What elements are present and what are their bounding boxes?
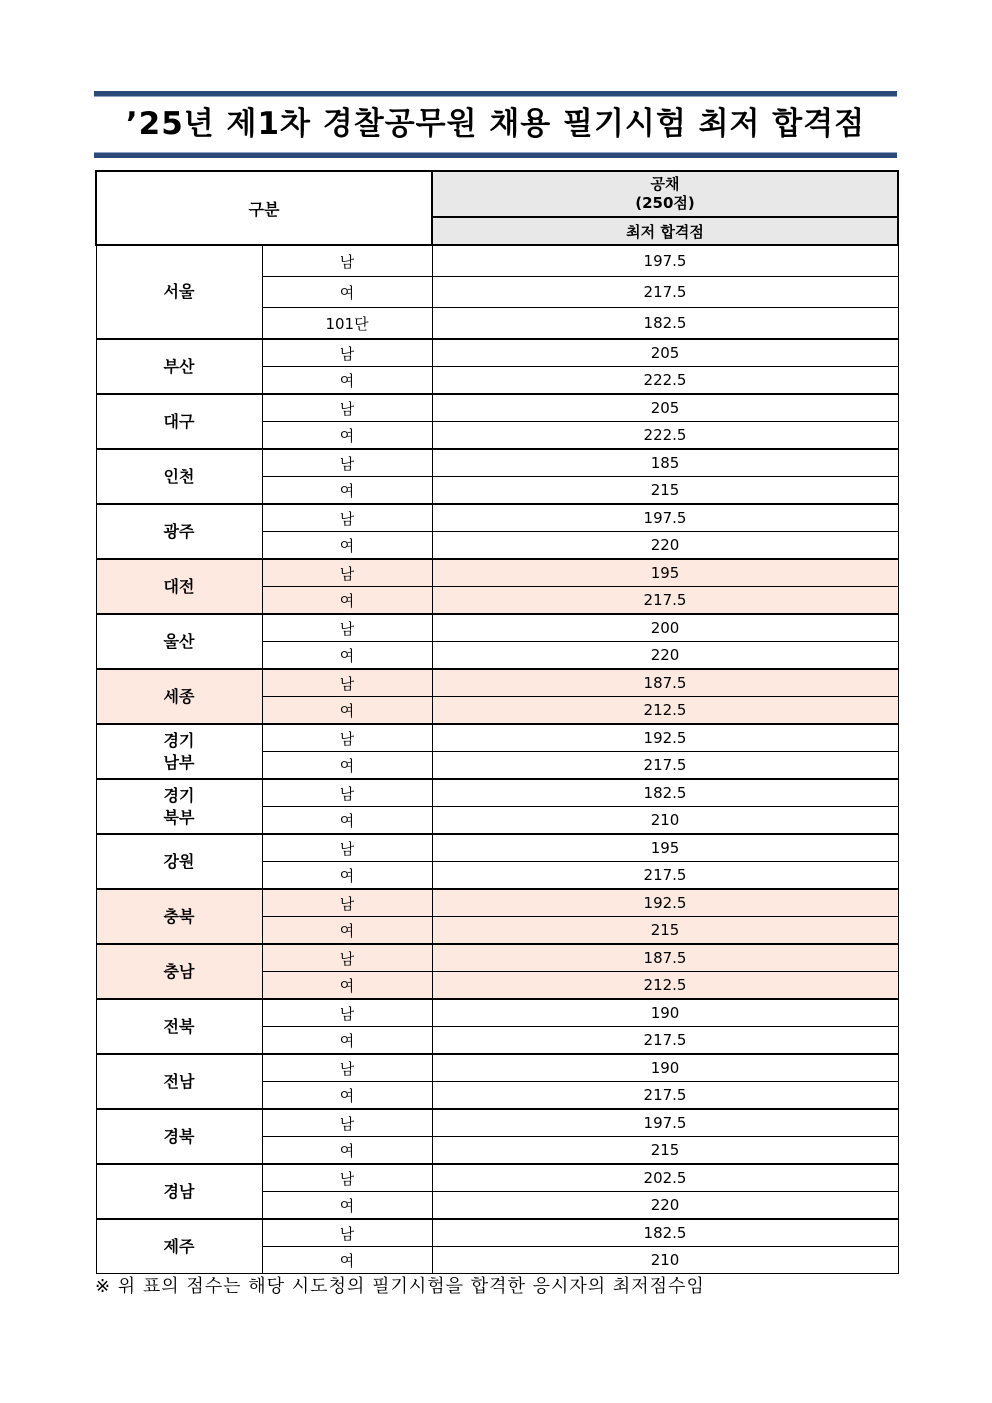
table-row xyxy=(96,614,898,642)
score-cell: 205 xyxy=(432,339,898,367)
group-cell: 여 xyxy=(262,862,432,890)
region-name-line: 북부 xyxy=(163,807,195,827)
header-exam-type-label: 공채 xyxy=(650,175,680,193)
score-cell: 210 xyxy=(432,807,898,835)
score-cell: 217.5 xyxy=(432,587,898,615)
region-name xyxy=(96,834,262,889)
title-block xyxy=(94,91,897,158)
region-name xyxy=(96,449,262,504)
group-cell: 여 xyxy=(262,642,432,670)
score-cell: 220 xyxy=(432,532,898,560)
group-cell: 남 xyxy=(262,834,432,862)
header-total-score: (250점) xyxy=(635,194,695,212)
region-name-line: 대구 xyxy=(163,411,195,431)
group-cell: 여 xyxy=(262,477,432,505)
score-cell: 182.5 xyxy=(432,779,898,807)
table-row xyxy=(96,1164,898,1192)
region-name-line: 강원 xyxy=(163,851,195,871)
score-cell: 187.5 xyxy=(432,669,898,697)
score-cell: 182.5 xyxy=(432,1219,898,1247)
group-cell: 여 xyxy=(262,277,432,308)
region-name xyxy=(96,1219,262,1274)
score-cell: 217.5 xyxy=(432,862,898,890)
page-title: ’25년 제1차 경찰공무원 채용 필기시험 최저 합격점 xyxy=(125,106,866,142)
group-cell: 남 xyxy=(262,1219,432,1247)
score-cell: 187.5 xyxy=(432,944,898,972)
group-cell: 남 xyxy=(262,245,432,277)
group-cell: 여 xyxy=(262,422,432,450)
group-cell: 여 xyxy=(262,1192,432,1220)
table-row xyxy=(96,394,898,422)
group-cell: 여 xyxy=(262,807,432,835)
table-row xyxy=(96,1219,898,1247)
region-name-line: 전북 xyxy=(163,1016,195,1036)
region-name-line: 남부 xyxy=(163,752,195,772)
region-name xyxy=(96,889,262,944)
region-name-line: 세종 xyxy=(163,686,195,706)
score-cell: 202.5 xyxy=(432,1164,898,1192)
group-cell: 101단 xyxy=(262,308,432,340)
score-cell: 220 xyxy=(432,642,898,670)
score-cell: 197.5 xyxy=(432,245,898,277)
score-cell: 220 xyxy=(432,1192,898,1220)
score-table-body xyxy=(96,171,898,1274)
footnote: ※ 위 표의 점수는 해당 시도청의 필기시험을 합격한 응시자의 최저점수임 xyxy=(95,1276,705,1297)
region-name xyxy=(96,614,262,669)
region-name xyxy=(96,245,262,339)
region-name xyxy=(96,394,262,449)
region-name-line: 경기 xyxy=(163,785,195,805)
header-exam-type xyxy=(432,171,898,217)
region-name-line: 경기 xyxy=(163,730,195,750)
region-name xyxy=(96,1109,262,1164)
region-name-line: 부산 xyxy=(163,356,195,376)
group-cell: 남 xyxy=(262,944,432,972)
group-cell: 남 xyxy=(262,669,432,697)
table-row xyxy=(96,339,898,367)
region-name xyxy=(96,559,262,614)
header-min-score: 최저 합격점 xyxy=(432,217,898,245)
table-row xyxy=(96,504,898,532)
score-cell: 217.5 xyxy=(432,1082,898,1110)
score-cell: 190 xyxy=(432,1054,898,1082)
region-name xyxy=(96,1054,262,1109)
table-row xyxy=(96,669,898,697)
region-name xyxy=(96,944,262,999)
region-name-line: 경남 xyxy=(163,1181,195,1201)
group-cell: 남 xyxy=(262,999,432,1027)
region-name xyxy=(96,504,262,559)
group-cell: 남 xyxy=(262,889,432,917)
group-cell: 여 xyxy=(262,1027,432,1055)
table-row xyxy=(96,999,898,1027)
group-cell: 여 xyxy=(262,697,432,725)
region-name-line: 충북 xyxy=(163,906,195,926)
score-cell: 210 xyxy=(432,1247,898,1274)
group-cell: 남 xyxy=(262,1054,432,1082)
score-cell: 215 xyxy=(432,917,898,945)
score-cell: 205 xyxy=(432,394,898,422)
score-cell: 185 xyxy=(432,449,898,477)
table-row xyxy=(96,245,898,277)
score-cell: 212.5 xyxy=(432,972,898,1000)
region-name-line: 충남 xyxy=(163,961,195,981)
region-name xyxy=(96,669,262,724)
table-row xyxy=(96,779,898,807)
score-cell: 192.5 xyxy=(432,889,898,917)
table-row xyxy=(96,1054,898,1082)
group-cell: 여 xyxy=(262,917,432,945)
region-name-line: 서울 xyxy=(163,282,195,301)
group-cell: 여 xyxy=(262,532,432,560)
region-name xyxy=(96,779,262,834)
group-cell: 남 xyxy=(262,614,432,642)
table-row xyxy=(96,944,898,972)
group-cell: 남 xyxy=(262,504,432,532)
table-row xyxy=(96,724,898,752)
score-cell: 215 xyxy=(432,1137,898,1165)
group-cell: 남 xyxy=(262,339,432,367)
region-name xyxy=(96,1164,262,1219)
group-cell: 여 xyxy=(262,752,432,780)
score-cell: 212.5 xyxy=(432,697,898,725)
region-name-line: 대전 xyxy=(163,576,195,596)
group-cell: 여 xyxy=(262,587,432,615)
score-cell: 200 xyxy=(432,614,898,642)
header-category: 구분 xyxy=(96,171,432,245)
group-cell: 남 xyxy=(262,1164,432,1192)
table-row xyxy=(96,834,898,862)
group-cell: 남 xyxy=(262,449,432,477)
group-cell: 남 xyxy=(262,559,432,587)
score-cell: 217.5 xyxy=(432,752,898,780)
score-cell: 192.5 xyxy=(432,724,898,752)
score-cell: 222.5 xyxy=(432,367,898,395)
group-cell: 여 xyxy=(262,367,432,395)
region-name-line: 광주 xyxy=(163,521,195,541)
table-row xyxy=(96,1109,898,1137)
region-name-line: 전남 xyxy=(163,1071,195,1091)
score-cell: 197.5 xyxy=(432,504,898,532)
score-cell: 215 xyxy=(432,477,898,505)
score-cell: 190 xyxy=(432,999,898,1027)
region-name xyxy=(96,339,262,394)
region-name xyxy=(96,999,262,1054)
score-cell: 217.5 xyxy=(432,277,898,308)
region-name-line: 경북 xyxy=(163,1126,195,1146)
score-cell: 195 xyxy=(432,559,898,587)
group-cell: 남 xyxy=(262,394,432,422)
region-name-line: 제주 xyxy=(163,1236,195,1256)
group-cell: 여 xyxy=(262,1247,432,1274)
group-cell: 여 xyxy=(262,1137,432,1165)
score-cell: 197.5 xyxy=(432,1109,898,1137)
group-cell: 남 xyxy=(262,779,432,807)
group-cell: 여 xyxy=(262,972,432,1000)
group-cell: 남 xyxy=(262,1109,432,1137)
score-cell: 195 xyxy=(432,834,898,862)
table-row xyxy=(96,559,898,587)
region-name xyxy=(96,724,262,779)
table-row xyxy=(96,449,898,477)
score-cell: 182.5 xyxy=(432,308,898,340)
table-row xyxy=(96,889,898,917)
title-bottom-rule xyxy=(94,152,897,158)
score-cell: 222.5 xyxy=(432,422,898,450)
group-cell: 여 xyxy=(262,1082,432,1110)
score-cell: 217.5 xyxy=(432,1027,898,1055)
score-table xyxy=(95,170,899,1274)
group-cell: 남 xyxy=(262,724,432,752)
region-name-line: 인천 xyxy=(163,466,195,486)
region-name-line: 울산 xyxy=(163,631,195,651)
